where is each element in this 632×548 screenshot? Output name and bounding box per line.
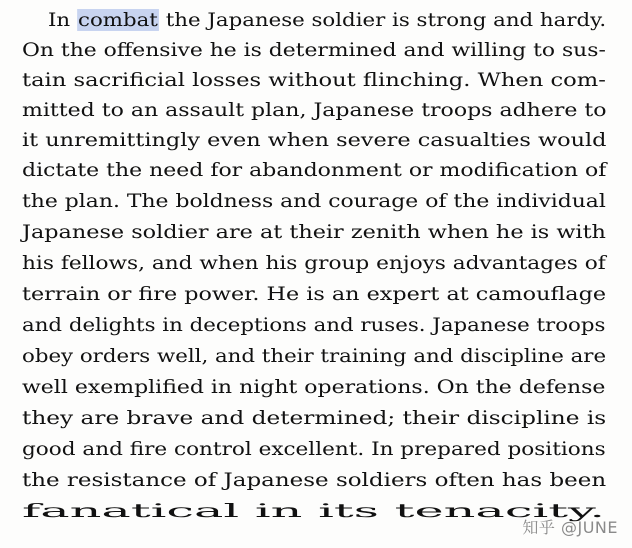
text-line: the plan. The boldness and courage of the individual (22, 190, 606, 212)
text-line: fanatical in its tenacity. (22, 500, 606, 522)
text-line: it unremittingly even when severe casualties would (22, 129, 607, 151)
highlighted-word[interactable]: combat (78, 9, 158, 31)
text-line: his fellows, and when his group enjoys advantages of (22, 252, 606, 274)
text-line: dictate the need for abandonment or modification of (22, 159, 607, 181)
text-fragment: In (48, 9, 77, 31)
text-line: tain sacrificial losses without flinching. When com- (22, 69, 606, 91)
text-fragment: the Japanese soldier is strong and hardy. (158, 9, 607, 31)
text-line: terrain or fire power. He is an expert at camouflage (22, 283, 607, 305)
text-line: obey orders well, and their training and discipline are (22, 345, 607, 367)
text-line (48, 8, 606, 32)
text-line: and delights in deceptions and ruses. Japanese troops (22, 314, 606, 336)
text-line: good and fire control excellent. In prepared positions (22, 438, 606, 460)
text-line: Japanese soldier are at their zenith when he is with (22, 221, 606, 243)
watermark: 知乎 @JUNE (522, 518, 618, 537)
text-line: well exemplified in night operations. On the defense (22, 376, 606, 398)
text-line: On the offensive he is determined and willing to sus- (22, 39, 606, 61)
text-line: they are brave and determined; their discipline is (22, 407, 607, 429)
text-line: the resistance of Japanese soldiers often has been (22, 469, 607, 491)
text-line: mitted to an assault plan, Japanese troops adhere to (22, 99, 607, 121)
